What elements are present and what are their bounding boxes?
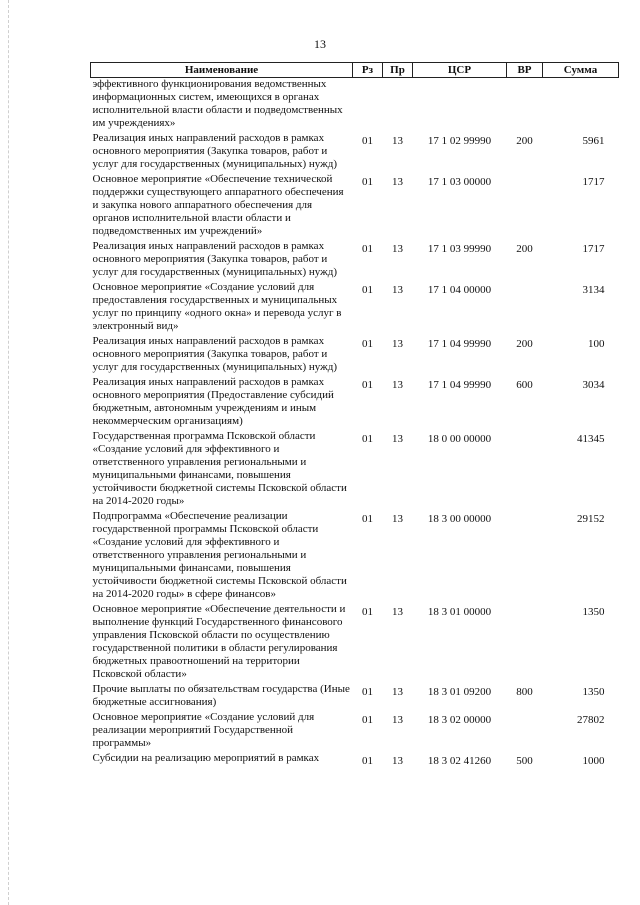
cell-name: Прочие выплаты по обязательствам государства (Иные бюджетные ассигнования) [92,683,350,708]
cell-name: Основное мероприятие «Создание условий для предоставления государственных и муниципальных услуг по принципу «одного окна» и перевода услуг в электронный вид» [92,281,342,332]
cell-rz: 01 [362,686,373,698]
cell-vr: 200 [516,243,533,255]
cell-csr: 18 3 01 09200 [427,686,492,698]
cell-vr: 800 [516,686,533,698]
cell-sum: 1000 [582,755,605,767]
cell-pr: 13 [392,135,403,147]
cell-sum [543,78,619,133]
table-row [91,335,619,376]
cell-pr: 13 [392,606,403,618]
cell-sum: 27802 [577,714,605,726]
header-rz: Рз [353,63,383,78]
cell-name: Основное мероприятие «Обеспечение технической поддержки существующего аппаратного обеспечения и закупка нового аппаратного обеспечения для органов исполнительной власти области и подведомственных им учреждений» [92,173,344,237]
cell-pr: 13 [392,686,403,698]
cell-rz [353,78,383,133]
header-csr: ЦСР [413,63,507,78]
header-sum: Сумма [543,63,619,78]
cell-vr [507,78,543,133]
cell-pr: 13 [392,433,403,445]
cell-sum: 1350 [582,686,605,698]
cell-pr: 13 [392,379,403,391]
cell-sum: 100 [588,338,605,350]
cell-rz: 01 [362,606,373,618]
cell-sum: 3034 [582,379,605,391]
cell-name: эффективного функционирования ведомственных информационных систем, имеющихся в органах исполнительной власти области и подведомственных им учреждениях» [92,78,343,129]
cell-vr: 200 [516,338,533,350]
cell-sum: 3134 [582,284,605,296]
cell-rz: 01 [362,379,373,391]
cell-csr: 17 1 02 99990 [427,135,492,147]
cell-vr [507,510,543,603]
cell-name: Реализация иных направлений расходов в рамках основного мероприятия (Предоставление субсидий бюджетным, автономным учреждениям и иным некоммерческим организациям) [92,376,334,427]
cell-sum: 29152 [577,513,605,525]
cell-csr: 18 3 01 00000 [427,606,492,618]
cell-rz: 01 [362,135,373,147]
cell-name: Субсидии на реализацию мероприятий в рамках [92,752,320,764]
cell-rz: 01 [362,755,373,767]
cell-rz: 01 [362,243,373,255]
header-vr: ВР [507,63,543,78]
header-name: Наименование [91,63,353,78]
cell-csr: 18 3 00 00000 [427,513,492,525]
cell-csr: 17 1 03 00000 [427,176,492,188]
cell-pr: 13 [392,243,403,255]
cell-pr: 13 [392,513,403,525]
cell-sum: 1717 [582,243,605,255]
cell-vr [507,430,543,510]
cell-pr [383,78,413,133]
cell-csr: 17 1 04 00000 [427,284,492,296]
cell-pr: 13 [392,176,403,188]
cell-name: Реализация иных направлений расходов в рамках основного мероприятия (Закупка товаров, работ и услуг для государственных (муниципальных) нужд) [92,335,338,373]
cell-sum: 1717 [582,176,605,188]
table-row [91,683,619,711]
table-row [91,603,619,683]
cell-rz: 01 [362,714,373,726]
cell-rz: 01 [362,338,373,350]
table-header-row [91,63,619,78]
page-number: 13 [314,37,326,51]
cell-rz: 01 [362,284,373,296]
table-row [91,430,619,510]
table-row [91,173,619,240]
table-row [91,376,619,430]
cell-vr: 500 [516,755,533,767]
cell-rz: 01 [362,176,373,188]
cell-csr: 17 1 03 99990 [427,243,492,255]
cell-pr: 13 [392,338,403,350]
page-edge-line [8,0,9,905]
cell-pr: 13 [392,284,403,296]
budget-table [90,62,619,770]
cell-sum: 1350 [582,606,605,618]
table-row [91,240,619,281]
cell-csr: 18 3 02 00000 [427,714,492,726]
cell-csr: 18 0 00 00000 [427,433,492,445]
cell-vr [507,603,543,683]
header-pr: Пр [383,63,413,78]
table-row [91,78,619,133]
cell-rz: 01 [362,513,373,525]
table-row [91,711,619,752]
table-row [91,510,619,603]
table-body [91,78,619,771]
cell-sum: 5961 [582,135,605,147]
cell-vr [507,711,543,752]
cell-vr: 600 [516,379,533,391]
cell-rz: 01 [362,433,373,445]
table-row [91,281,619,335]
cell-name: Подпрограмма «Обеспечение реализации государственной программы Псковской области «Создание условий для эффективного и ответственного управления региональными и муниципальными финансами, повышения устойчивости бюджетной системы Псковской области на 2014-2020 годы» в сфере финансов» [92,510,347,600]
cell-vr [507,281,543,335]
cell-name: Основное мероприятие «Создание условий для реализации мероприятий Государственной программы» [92,711,315,749]
cell-name: Реализация иных направлений расходов в рамках основного мероприятия (Закупка товаров, работ и услуг для государственных (муниципальных) нужд) [92,132,338,170]
cell-sum: 41345 [577,433,605,445]
cell-name: Основное мероприятие «Обеспечение деятельности и выполнение функций Государственного финансового управления Псковской области по осуществлению государственной политики в области регулирования бюджетных правоотношений на территории Псковской области» [92,603,346,680]
cell-pr: 13 [392,755,403,767]
cell-vr: 200 [516,135,533,147]
cell-name: Государственная программа Псковской области «Создание условий для эффективного и ответственного управления региональными и муниципальными финансами, повышения устойчивости бюджетной системы Псковской области на 2014-2020 годы» [92,430,347,507]
cell-csr: 17 1 04 99990 [427,338,492,350]
cell-csr: 18 3 02 41260 [427,755,492,767]
cell-csr: 17 1 04 99990 [427,379,492,391]
table-row [91,132,619,173]
table-row [91,752,619,770]
cell-csr [413,78,507,133]
cell-vr [507,173,543,240]
cell-pr: 13 [392,714,403,726]
cell-name: Реализация иных направлений расходов в рамках основного мероприятия (Закупка товаров, работ и услуг для государственных (муниципальных) нужд) [92,240,338,278]
